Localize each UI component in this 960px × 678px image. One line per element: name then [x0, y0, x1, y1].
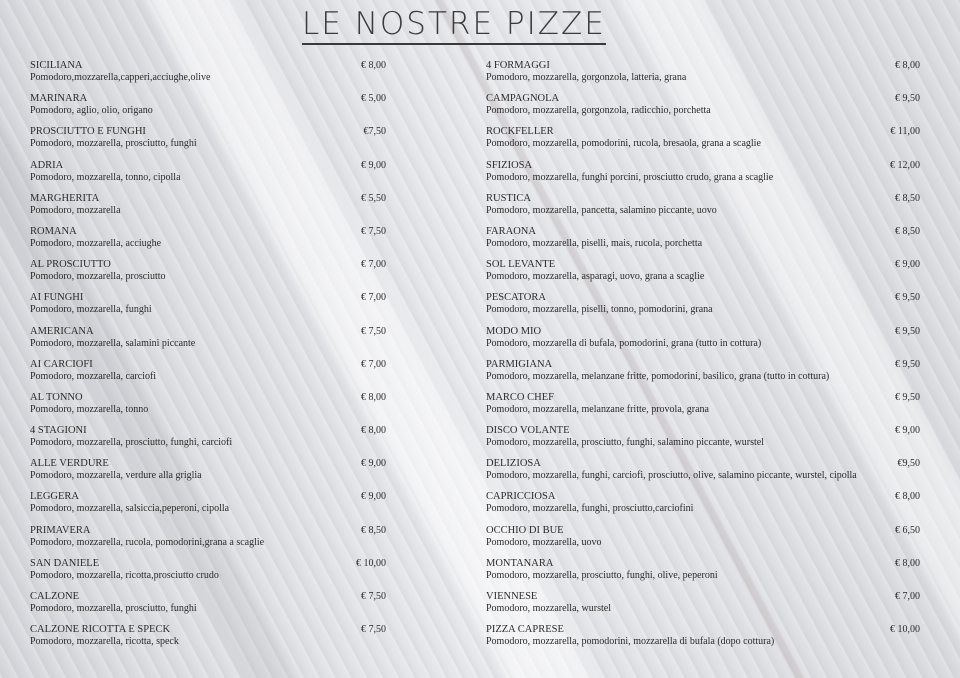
pizza-price: € 7,50 — [361, 624, 386, 636]
pizza-ingredients: Pomodoro, mozzarella, funghi, prosciutto,carciofini — [486, 503, 694, 515]
pizza-price: € 9,00 — [361, 491, 386, 503]
menu-item — [486, 591, 920, 624]
menu-item — [486, 359, 920, 392]
menu-item — [30, 392, 388, 425]
menu-item — [486, 93, 920, 126]
pizza-price: €7,50 — [363, 126, 386, 138]
pizza-ingredients: Pomodoro, mozzarella, gorgonzola, radicchio, porchetta — [486, 105, 711, 117]
pizza-name: CALZONE — [30, 591, 79, 602]
pizza-ingredients: Pomodoro, mozzarella, melanzane fritte, provola, grana — [486, 403, 709, 415]
pizza-name: FARAONA — [486, 225, 536, 237]
pizza-name: PESCATORA — [486, 292, 546, 304]
pizza-ingredients: Pomodoro, mozzarella, funghi porcini, prosciutto crudo, grana a scaglie — [486, 171, 774, 183]
pizza-name: PRIMAVERA — [30, 524, 91, 536]
pizza-ingredients: Pomodoro, mozzarella, salamini piccante — [30, 337, 196, 349]
pizza-price: € 7,50 — [361, 591, 386, 602]
pizza-ingredients: Pomodoro, mozzarella, pomodorini, mozzarella di bufala (dopo cottura) — [486, 636, 775, 648]
pizza-price: € 10,00 — [890, 624, 920, 636]
pizza-ingredients: Pomodoro, mozzarella, salsiccia,peperoni, cipolla — [30, 503, 230, 515]
pizza-price: € 9,00 — [895, 259, 920, 271]
pizza-price: € 8,00 — [895, 60, 920, 71]
pizza-name: AL TONNO — [30, 391, 83, 403]
pizza-price: € 8,00 — [361, 391, 386, 403]
pizza-ingredients: Pomodoro, mozzarella, tonno — [30, 403, 149, 415]
menu-item — [486, 226, 920, 259]
pizza-price: € 11,00 — [890, 126, 920, 138]
pizza-ingredients: Pomodoro, mozzarella, tonno, cipolla — [30, 171, 181, 183]
pizza-name: AI CARCIOFI — [30, 358, 93, 370]
pizza-price: € 7,00 — [361, 358, 386, 370]
pizza-ingredients: Pomodoro, mozzarella, uovo — [486, 536, 602, 548]
pizza-name: MARGHERITA — [30, 192, 100, 204]
menu-item — [30, 491, 388, 524]
pizza-name: 4 STAGIONI — [30, 425, 87, 437]
page-title: LE NOSTRE PIZZE — [302, 6, 606, 45]
pizza-name: ROCKFELLER — [486, 126, 554, 138]
pizza-price: € 8,50 — [361, 524, 386, 536]
menu-item — [486, 425, 920, 458]
pizza-ingredients: Pomodoro, mozzarella di bufala, pomodorini, grana (tutto in cottura) — [486, 337, 762, 349]
pizza-name: ADRIA — [30, 159, 64, 171]
pizza-name: DISCO VOLANTE — [486, 425, 570, 437]
pizza-price: € 7,00 — [361, 259, 386, 271]
menu-item — [486, 259, 920, 292]
menu-item — [30, 425, 388, 458]
menu-item — [30, 359, 388, 392]
pizza-ingredients: Pomodoro, mozzarella, wurstel — [486, 603, 611, 614]
pizza-ingredients: Pomodoro, mozzarella, piselli, mais, rucola, porchetta — [486, 237, 703, 249]
pizza-name: VIENNESE — [486, 591, 538, 602]
pizza-name: SOL LEVANTE — [486, 259, 556, 271]
pizza-price: € 8,00 — [895, 491, 920, 503]
pizza-price: € 9,50 — [895, 292, 920, 304]
pizza-ingredients: Pomodoro, mozzarella, pomodorini, rucola, bresaola, grana a scaglie — [486, 138, 761, 150]
menu-item — [30, 60, 388, 93]
pizza-ingredients: Pomodoro, mozzarella, prosciutto, funghi — [30, 138, 197, 150]
pizza-ingredients: Pomodoro, mozzarella, verdure alla griglia — [30, 470, 202, 482]
pizza-ingredients: Pomodoro, mozzarella, funghi, carciofi, prosciutto, olive, salamino piccante, wurstel, cipolla — [486, 470, 857, 482]
pizza-price: € 8,00 — [895, 557, 920, 569]
pizza-ingredients: Pomodoro, mozzarella — [30, 204, 121, 216]
pizza-price: € 7,50 — [361, 225, 386, 237]
pizza-price: € 7,00 — [895, 591, 920, 602]
pizza-name: ROMANA — [30, 225, 77, 237]
menu-item — [486, 491, 920, 524]
pizza-price: € 9,50 — [895, 325, 920, 337]
pizza-price: € 7,00 — [361, 292, 386, 304]
pizza-name: PARMIGIANA — [486, 358, 553, 370]
menu-item — [30, 126, 388, 159]
pizza-price: € 6,50 — [895, 524, 920, 536]
pizza-price: € 9,50 — [895, 391, 920, 403]
menu-item — [486, 60, 920, 93]
menu-item — [30, 458, 388, 491]
pizza-ingredients: Pomodoro, mozzarella, carciofi — [30, 370, 157, 382]
pizza-ingredients: Pomodoro, mozzarella, acciughe — [30, 237, 162, 249]
pizza-name: OCCHIO DI BUE — [486, 524, 564, 536]
pizza-price: € 7,50 — [361, 325, 386, 337]
pizza-name: MONTANARA — [486, 557, 554, 569]
pizza-ingredients: Pomodoro, mozzarella, rucola, pomodorini,grana a scaglie — [30, 536, 265, 548]
pizza-name: ALLE VERDURE — [30, 458, 109, 470]
menu-item — [486, 558, 920, 591]
menu-item — [486, 624, 920, 657]
menu-item — [30, 93, 388, 126]
menu-item — [30, 292, 388, 325]
pizza-name: AL PROSCIUTTO — [30, 259, 111, 271]
pizza-ingredients: Pomodoro, mozzarella, prosciutto — [30, 271, 166, 283]
pizza-ingredients: Pomodoro, mozzarella, ricotta,prosciutto crudo — [30, 569, 219, 581]
menu-item — [30, 226, 388, 259]
pizza-name: PIZZA CAPRESE — [486, 624, 564, 636]
pizza-name: 4 FORMAGGI — [486, 60, 550, 71]
pizza-price: € 8,50 — [895, 192, 920, 204]
menu-item — [30, 591, 388, 624]
menu-item — [30, 193, 388, 226]
pizza-ingredients: Pomodoro, mozzarella, prosciutto, funghi, salamino piccante, wurstel — [486, 437, 764, 449]
pizza-name: MARINARA — [30, 93, 88, 105]
menu-item — [30, 160, 388, 193]
pizza-ingredients: Pomodoro, mozzarella, asparagi, uovo, grana a scaglie — [486, 271, 705, 283]
menu-item — [486, 126, 920, 159]
pizza-price: € 12,00 — [890, 159, 920, 171]
pizza-ingredients: Pomodoro, mozzarella, ricotta, speck — [30, 636, 179, 648]
pizza-price: € 8,00 — [361, 425, 386, 437]
pizza-ingredients: Pomodoro, mozzarella, prosciutto, funghi — [30, 603, 197, 614]
pizza-ingredients: Pomodoro,mozzarella,capperi,acciughe,olive — [30, 72, 211, 83]
pizza-name: CALZONE RICOTTA E SPECK — [30, 624, 171, 636]
pizza-ingredients: Pomodoro, aglio, olio, origano — [30, 105, 153, 117]
pizza-name: SFIZIOSA — [486, 159, 533, 171]
pizza-price: €9,50 — [897, 458, 920, 470]
pizza-ingredients: Pomodoro, mozzarella, gorgonzola, latteria, grana — [486, 72, 687, 83]
menu-item — [30, 558, 388, 591]
pizza-price: € 9,50 — [895, 93, 920, 105]
pizza-price: € 9,00 — [361, 458, 386, 470]
menu-item — [486, 193, 920, 226]
pizza-ingredients: Pomodoro, mozzarella, prosciutto, funghi, olive, peperoni — [486, 569, 718, 581]
menu-column-right — [486, 60, 920, 657]
menu-item — [486, 326, 920, 359]
menu-item — [486, 525, 920, 558]
pizza-price: € 8,50 — [895, 225, 920, 237]
pizza-price: € 5,50 — [361, 192, 386, 204]
pizza-price: € 5,00 — [361, 93, 386, 105]
menu-item — [30, 259, 388, 292]
menu-item — [486, 160, 920, 193]
pizza-name: CAMPAGNOLA — [486, 93, 560, 105]
pizza-name: SAN DANIELE — [30, 557, 100, 569]
menu-item — [30, 624, 388, 657]
menu-item — [30, 525, 388, 558]
menu-column-left — [30, 60, 388, 657]
pizza-name: LEGGERA — [30, 491, 79, 503]
pizza-name: MODO MIO — [486, 325, 542, 337]
pizza-name: CAPRICCIOSA — [486, 491, 556, 503]
pizza-name: AMERICANA — [30, 325, 94, 337]
pizza-price: € 9,50 — [895, 358, 920, 370]
pizza-ingredients: Pomodoro, mozzarella, pancetta, salamino piccante, uovo — [486, 204, 717, 216]
pizza-ingredients: Pomodoro, mozzarella, funghi — [30, 304, 152, 316]
pizza-name: SICILIANA — [30, 60, 83, 71]
pizza-name: RUSTICA — [486, 192, 531, 204]
pizza-ingredients: Pomodoro, mozzarella, prosciutto, funghi, carciofi — [30, 437, 233, 449]
pizza-name: MARCO CHEF — [486, 391, 554, 403]
pizza-ingredients: Pomodoro, mozzarella, piselli, tonno, pomodorini, grana — [486, 304, 713, 316]
pizza-name: PROSCIUTTO E FUNGHI — [30, 126, 146, 138]
menu-item — [486, 292, 920, 325]
pizza-name: AI FUNGHI — [30, 292, 84, 304]
menu-item — [486, 392, 920, 425]
menu-item — [486, 458, 920, 491]
menu-item — [30, 326, 388, 359]
pizza-price: € 9,00 — [361, 159, 386, 171]
pizza-price: € 9,00 — [895, 425, 920, 437]
pizza-name: DELIZIOSA — [486, 458, 541, 470]
pizza-price: € 10,00 — [356, 557, 386, 569]
pizza-ingredients: Pomodoro, mozzarella, melanzane fritte, pomodorini, basilico, grana (tutto in cottura) — [486, 370, 830, 382]
pizza-price: € 8,00 — [361, 60, 386, 71]
